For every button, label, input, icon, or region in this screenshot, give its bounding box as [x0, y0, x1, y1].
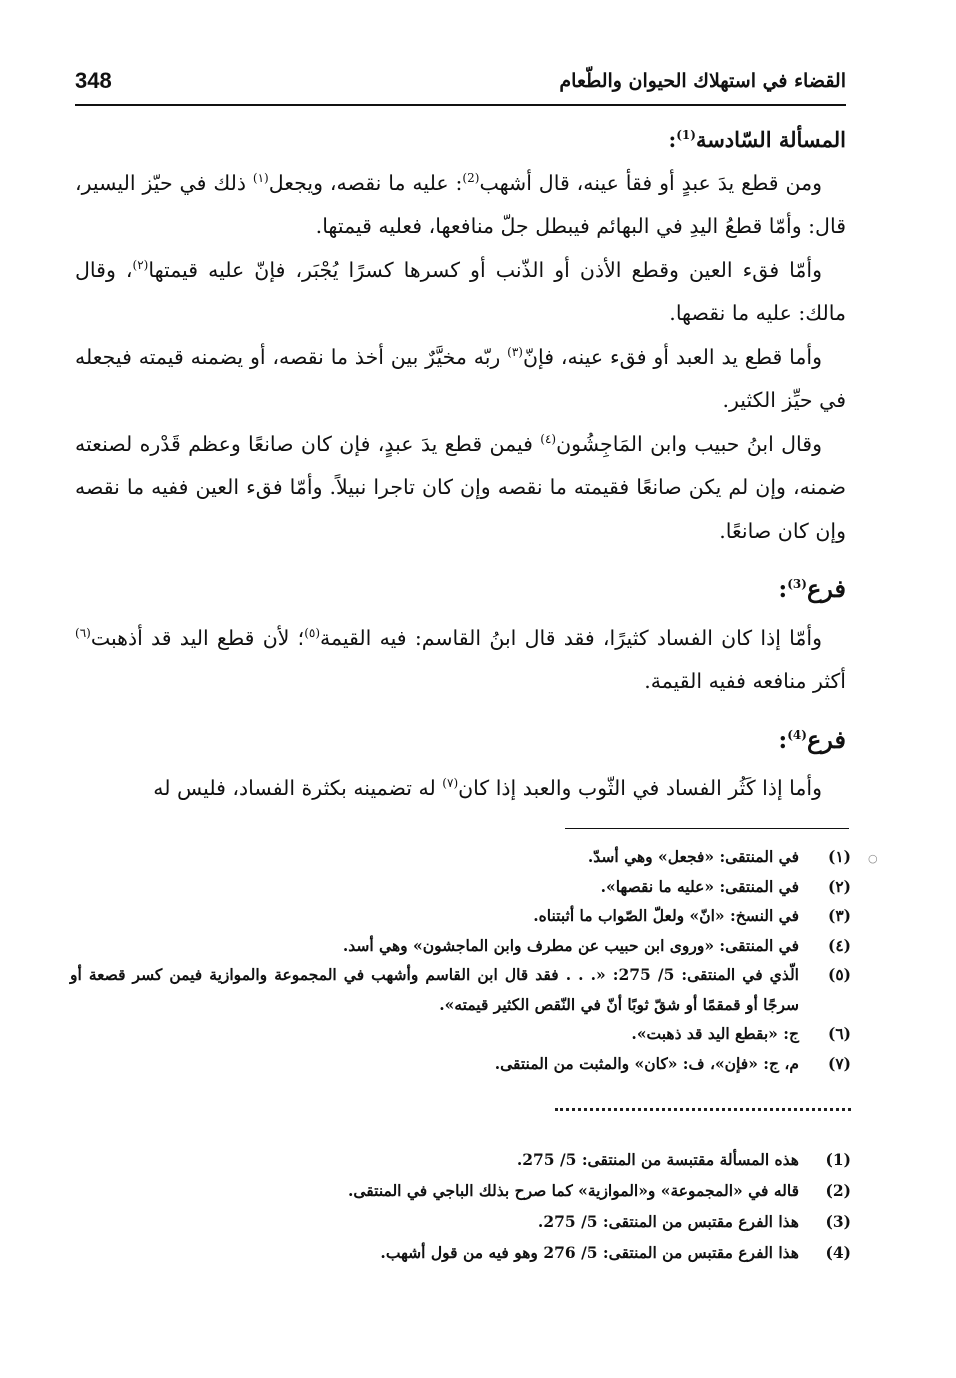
footnote: (٧) م، ج: «فإن»، ف: «كان» والمثبت من المنتقى. — [494, 1053, 851, 1073]
paragraph: ومن قطع يدَ عبدٍ أو فقأ عينه، قال أشهب$^{(2)}$: عليه ما نقصه، ويجعل$^{(١)}$ ذلك في حيّز اليسير، قال: وأمّا قطعُ اليدِ في البهائم فيبطل جلّ منافعها، فعليه قيمتها. — [75, 170, 846, 238]
running-title: القضاء في استهلاك الحيوان والطّعام — [559, 70, 846, 92]
footnote-ref: (٧) — [442, 776, 459, 791]
footnote: (٢) في المنتقى: «عليه ما نقصها». — [600, 876, 851, 896]
editor-notes — [70, 1144, 851, 1268]
footnote-ref: (٣) — [507, 344, 523, 359]
footnote: (٤) في المنتقى: «وروى ابن حبيب عن مطرف وابن الماجشون» وهي أسد. — [342, 935, 851, 955]
footnote: (١) في المنتقى: «فجعل» وهي أسدّ. — [587, 847, 851, 866]
paragraph: وأما إذا كَثُر الفساد في الثّوب والعبد إذا كان$^{(٧)}$ له تضمينه بكثرة الفساد، فليس له — [153, 776, 822, 800]
footnote-ref: (1) — [676, 128, 696, 142]
editor-note: (2) قاله في «المجموعة» و«الموازية» كما صرح بذلك الباجي في المنتقى. — [347, 1181, 851, 1200]
editor-note: (4) هذا الفرع مقتبس من المنتقى: 5/ 276 وهو فيه من قول أشهب. — [380, 1243, 851, 1262]
footnote-ref: (4) — [787, 727, 807, 742]
margin-circle-icon: ○ — [868, 852, 878, 865]
paragraph: وأمّا إذا كان الفساد كثيرًا، فقد قال ابنُ القاسم: فيه القيمة$^{(٥)}$؛ لأن قطع اليد قد أذهبت$^{(٦)}$ أكثر منافعه ففيه القيمة. — [75, 625, 846, 693]
footnote-ref: (١) — [252, 170, 269, 185]
footnote-ref: (٥) — [304, 625, 321, 640]
footnote: (٦) ج: «بقطع اليد قد ذهبت». — [631, 1024, 851, 1043]
paragraph: وأمّا فقء العين وقطع الأذن أو الذّنب أو كسرها كسرًا يُجْبَر، فإنّ عليه قيمتها$^{(٢)}$، وقال مالك: عليه ما نقصها. — [75, 257, 846, 325]
footnote-ref: (٦) — [75, 625, 91, 640]
editor-note: (3) هذا الفرع مقتبس من المنتقى: 5/ 275. — [537, 1212, 851, 1231]
footnotes — [70, 842, 851, 1078]
footnote-ref: (٤) — [540, 431, 557, 446]
section-heading: المسألة السّادسة$^{(1)}$: — [668, 127, 846, 152]
page-header — [75, 68, 846, 106]
footnote-ref: (2) — [462, 170, 480, 185]
paragraph: وقال ابنُ حبيب وابن المَاجِشُون$^{(٤)}$ فيمن قطع يدَ عبدٍ، فإن كان صانعًا وعظم قَدْره لصنعته ضمنه، وإن لم يكن صانعًا فقيمته ما نقصه وإن كان تاجرا نبيلاً. وأمّا فقء العين ففيه ما نقصه وإن كان صانعًا. — [75, 431, 846, 543]
page-number: 348 — [75, 68, 112, 93]
footnote-ref: (3) — [787, 577, 807, 591]
editor-note: (1) هذه المسألة مقتبسة من المنتقى: 5/ 275. — [516, 1150, 851, 1169]
footnote: (٥) الّذي في المنتقى: 5/ 275: «. . . فقد قال ابن القاسم وأشهب في المجموعة والموازية فيمن كسر قصعة أو سرجًا أو قمقمًا أو شقّ ثوبًا أنّ في النّقص الكثير قيمته». — [70, 965, 851, 1014]
dotted-separator — [555, 1108, 851, 1111]
branch-heading: فرع$^{(4)}$: — [778, 724, 846, 754]
paragraph: وأما قطع يد العبد أو فقء عينه، فإنّ$^{(٣)}$ ربّه مخيَّرٌ بين أخذ ما نقصه، أو يضمنه قيمته فيجعله في حيِّز الكثير. — [75, 344, 846, 412]
footnote-ref: (٢) — [132, 257, 149, 272]
footnote-separator — [565, 828, 849, 829]
footnote: (٣) في النسخ: «انّ» ولعلّ الصّواب ما أثبتناه. — [533, 906, 851, 925]
branch-heading: فرع$^{(3)}$: — [778, 574, 846, 603]
main-text — [75, 118, 846, 811]
